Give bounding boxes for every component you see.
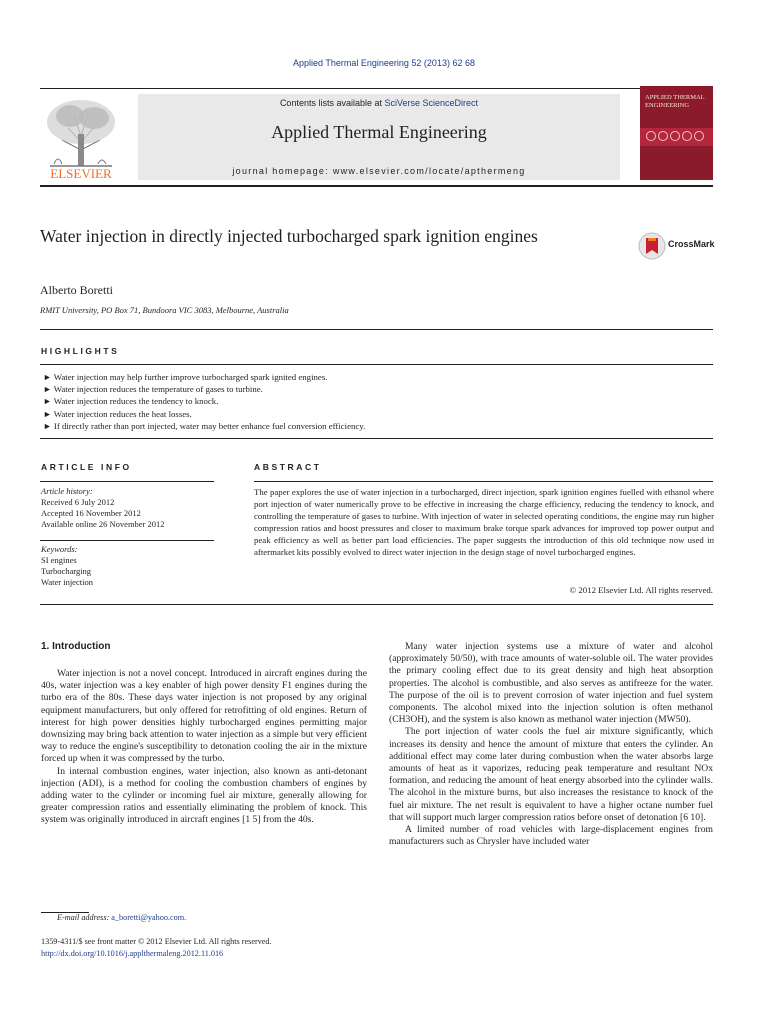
highlight-item: ► Water injection may help further improve turbocharged spark ignited engines. <box>43 372 328 382</box>
author-email-link[interactable]: a_boretti@yahoo.com. <box>111 913 187 922</box>
cover-title: APPLIED THERMAL ENGINEERING <box>645 94 705 109</box>
history-accepted: Accepted 16 November 2012 <box>41 508 141 518</box>
email-footnote <box>57 913 186 922</box>
highlights-heading: HIGHLIGHTS <box>41 346 120 356</box>
journal-homepage-link[interactable]: journal homepage: www.elsevier.com/locate/apthermeng <box>232 166 526 176</box>
abstract-heading: ABSTRACT <box>254 462 322 472</box>
highlight-item: ► If directly rather than port injected, water may better enhance fuel conversion efficiency. <box>43 420 366 431</box>
cover-ring-icon <box>670 131 680 141</box>
contents-prefix: Contents lists available at <box>279 98 385 108</box>
elsevier-tree-icon <box>40 94 122 180</box>
crossmark-button[interactable] <box>638 230 718 262</box>
elsevier-wordmark: ELSEVIER <box>50 166 112 180</box>
abstract-copyright: © 2012 Elsevier Ltd. All rights reserved. <box>569 585 713 595</box>
body-paragraph: The port injection of water cools the fuel air mixture significantly, which increases its density and hence the amount of mixture that enters the cylinder. An additional effect may come later during combustion when the water absorbs large amounts of heat as it vaporizes, reducing peak temperature and resultant NOx formation, and reducing the amount of heat energy absorbed into the cylinder walls. The alcohol in the mixture burns, but also increases the resistance to knock of the fuel air mixture. The net result is equivalent to have a higher octane number fuel that will support much larger compression ratios before onset of detonation [6 10]. <box>389 726 713 823</box>
highlights-list <box>43 371 713 432</box>
highlight-item: ► Water injection reduces the tendency to knock. <box>43 396 219 407</box>
highlight-item: ► Water injection reduces the temperature of gases to turbine. <box>43 384 263 395</box>
divider <box>40 540 214 541</box>
article-title: Water injection in directly injected turbocharged spark ignition engines <box>40 226 538 246</box>
keywords-label: Keywords: <box>41 544 78 554</box>
email-label: E-mail address: <box>57 913 112 922</box>
history-received: Received 6 July 2012 <box>41 497 115 507</box>
cover-ring-icon <box>646 131 656 141</box>
abstract-text: The paper explores the use of water injection in a turbocharged, direct injection, spark ignition engines fuelled with ethanol where port injection of water numerically prove to be effective in increasing the charge efficiency, reducing the tendency to knock, and controlling the temperature of gases to turbine. With injection of water in selected operating conditions, the engine may run higher compression ratios and boost pressures and closer to maximum brake torque spark advances for improved top power output and peak efficiency as well as better part load efficiencies. The paper suggests the introduction of this old technique now used in aftermarket kits possibly evolved to direct water injection in the design stage of novel turbocharged engines. <box>254 487 714 558</box>
journal-citation[interactable]: Applied Thermal Engineering 52 (2013) 62 68 <box>293 58 475 68</box>
cover-ring-icon <box>694 131 704 141</box>
header-bottom-rule <box>40 185 713 187</box>
doi-link[interactable]: http://dx.doi.org/10.1016/j.applthermaleng.2012.11.016 <box>41 949 224 958</box>
divider <box>254 481 713 482</box>
keyword: Turbocharging <box>41 566 92 576</box>
contents-available-line <box>138 98 620 108</box>
crossmark-icon <box>638 230 666 262</box>
article-history-label: Article history: <box>41 486 93 496</box>
divider <box>40 364 713 365</box>
elsevier-logo <box>40 94 122 180</box>
journal-name: Applied Thermal Engineering <box>271 122 487 142</box>
body-right-column <box>389 641 713 848</box>
cover-ring-icon <box>658 131 668 141</box>
sciencedirect-link[interactable]: SciVerse ScienceDirect <box>384 98 479 108</box>
keyword: Water injection <box>41 577 93 587</box>
history-available-online: Available online 26 November 2012 <box>41 519 165 529</box>
body-paragraph: Many water injection systems use a mixture of water and alcohol (approximately 50/50), with trace amounts of water-soluble oil. The water provides the primary cooling effect due to its great density and high heat absorption properties. The alcohol is combustible, and also serves as antifreeze for the water. The purpose of the oil is to prevent corrosion of water injection and fuel system components. The alcohol mixed into the injection solution is often methanol (CH3OH), and the system is also known as methanol water injection (MW50). <box>389 641 713 726</box>
article-info-heading: ARTICLE INFO <box>41 462 132 472</box>
keyword: SI engines <box>41 555 77 565</box>
journal-cover-thumbnail[interactable] <box>640 86 713 180</box>
journal-header-box <box>138 94 620 180</box>
body-left-column <box>41 668 367 827</box>
body-paragraph: A limited number of road vehicles with large-displacement engines from manufacturers such as Chrysler have included water <box>389 824 713 848</box>
section-heading-introduction: 1. Introduction <box>41 641 111 652</box>
divider <box>40 481 214 482</box>
cover-ring-icon <box>682 131 692 141</box>
highlight-item: ► Water injection reduces the heat losses. <box>43 408 192 419</box>
author-affiliation: RMIT University, PO Box 71, Bundoora VIC 3083, Melbourne, Australia <box>40 305 289 315</box>
author-name[interactable]: Alberto Boretti <box>40 283 113 297</box>
divider <box>40 438 713 439</box>
header-top-rule <box>40 88 713 89</box>
divider <box>40 604 713 605</box>
body-paragraph: In internal combustion engines, water injection, also known as anti-detonant injection (ADI), is a method for cooling the combustion chambers of engines by adding water to the cylinder or incoming fuel air mixture, generally allowing for greater compression ratios and essentially eliminating the problem of knock. This system was originally introduced in aircraft engines [1 5] from the 40s. <box>41 765 367 826</box>
issn-front-matter: 1359-4311/$ see front matter © 2012 Elsevier Ltd. All rights reserved. <box>41 937 272 946</box>
body-paragraph: Water injection is not a novel concept. Introduced in aircraft engines during the 40s, water injection was a key enabler of high power density F1 engines during the turbo era of the 80s. These days water injection is not proposed by any original equipment manufacturers, but only offered for retrofitting of old engines. Return of interest for high power densities highly turbocharged engines permitting major downsizing may bring back attention to water injection as a simple but very efficient way to reduce the engine's susceptibility to detonation cooling the air in the mixture forced up when it was compressed by the turbo. <box>41 668 367 765</box>
divider <box>40 329 713 330</box>
crossmark-label: CrossMark <box>668 239 715 249</box>
